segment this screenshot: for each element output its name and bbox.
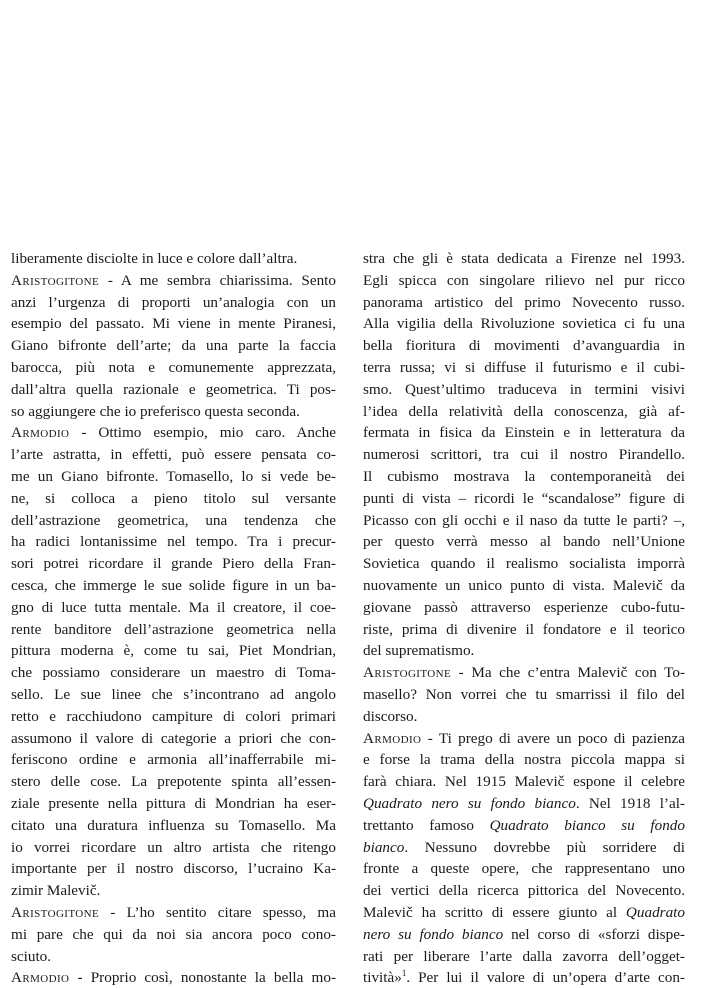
text-run: - Ma che c’entra Malevič con To- bbox=[451, 664, 685, 682]
text-line bbox=[11, 510, 336, 532]
text-run: Giano bifronte dell’arte; da una parte la faccia bbox=[11, 337, 336, 355]
text-line bbox=[11, 379, 336, 401]
text-run: riste, prima di divenire il fondatore e il teorico bbox=[363, 620, 685, 638]
text-run: - L’ho sentito citare spesso, ma bbox=[99, 903, 336, 921]
text-line bbox=[363, 531, 685, 553]
artwork-title: Quadrato bianco su fondo bbox=[489, 816, 685, 834]
text-line bbox=[11, 270, 336, 292]
text-run: - Proprio così, nonostante la bella mo- bbox=[69, 969, 336, 987]
text-run: che possiamo considerare un maestro di Toma- bbox=[11, 664, 336, 682]
text-line bbox=[11, 706, 336, 728]
text-line bbox=[11, 575, 336, 597]
text-run: - Ti prego di avere un poco di pazienza bbox=[421, 729, 685, 747]
text-run: dall’altra quella razionale e geometrica. Ti pos- bbox=[11, 380, 336, 398]
text-run: terra russa; vi si diffuse il futurismo e il cubi- bbox=[363, 358, 685, 376]
text-run: bella fioritura di movimenti d’avanguardia in bbox=[363, 337, 685, 355]
text-line bbox=[363, 401, 685, 423]
text-line bbox=[11, 640, 336, 662]
text-line bbox=[363, 640, 685, 662]
speaker-name: Aristogitone bbox=[363, 664, 452, 682]
text-run: sori potrei ricordare il grande Piero della Fran- bbox=[11, 555, 336, 573]
text-line bbox=[11, 248, 336, 270]
text-run: . Nessuno dovrebbe più sorridere di bbox=[404, 838, 685, 856]
text-line bbox=[363, 662, 685, 684]
text-line bbox=[11, 422, 336, 444]
text-run: ziale presente nella pittura di Mondrian ha eser- bbox=[11, 794, 336, 812]
right-text-column bbox=[363, 248, 685, 989]
text-line bbox=[363, 248, 685, 270]
artwork-title: nero su fondo bianco bbox=[363, 925, 504, 943]
footnote-marker: 1 bbox=[401, 968, 407, 979]
text-line bbox=[363, 837, 685, 859]
text-run: ne, si colloca a pieno titolo sul versante bbox=[11, 489, 336, 507]
text-run: . Per lui il valore di un’opera d’arte con- bbox=[406, 969, 685, 987]
text-line bbox=[363, 488, 685, 510]
text-line bbox=[11, 662, 336, 684]
text-line bbox=[11, 728, 336, 750]
text-line bbox=[363, 335, 685, 357]
text-run: ha radici lontanissime nel tempo. Tra i precur- bbox=[11, 533, 336, 551]
text-line bbox=[363, 793, 685, 815]
text-run: dell’astrazione geometrica, una tendenza che bbox=[11, 511, 336, 529]
text-run: . Nel 1918 l’al- bbox=[575, 794, 685, 812]
text-line bbox=[11, 335, 336, 357]
text-line bbox=[363, 292, 685, 314]
text-line bbox=[363, 619, 685, 641]
text-line bbox=[363, 466, 685, 488]
text-line bbox=[11, 553, 336, 575]
text-run: per questo verrà messo al bando nell’Unione bbox=[363, 533, 685, 551]
text-run: importante per il nostro discorso, l’ucraino Ka- bbox=[11, 860, 336, 878]
artwork-title: Quadrato bbox=[625, 903, 685, 921]
text-run: barocca, più nota e comunemente apprezzata, bbox=[11, 358, 336, 376]
text-line bbox=[11, 749, 336, 771]
text-line bbox=[363, 510, 685, 532]
text-line bbox=[11, 771, 336, 793]
text-line bbox=[363, 313, 685, 335]
text-line bbox=[363, 444, 685, 466]
text-line bbox=[363, 815, 685, 837]
text-run: anzi l’urgenza di proporti un’analogia con un bbox=[11, 293, 336, 311]
text-run: citato una duratura influenza su Tomasello. Ma bbox=[11, 816, 336, 834]
text-run: rati per liberare l’arte dalla zavorra dell’ogget- bbox=[363, 947, 685, 965]
text-line bbox=[11, 684, 336, 706]
text-line bbox=[363, 880, 685, 902]
text-run: Picasso con gli occhi e il naso da tutte le parti? –, bbox=[363, 511, 685, 529]
text-run: zimir Malevič. bbox=[11, 882, 101, 900]
text-line bbox=[11, 902, 336, 924]
text-run: del suprematismo. bbox=[363, 642, 475, 660]
text-run: discorso. bbox=[363, 707, 418, 725]
text-run: Alla vigilia della Rivoluzione sovietica ci fu una bbox=[363, 315, 685, 333]
text-line bbox=[11, 924, 336, 946]
text-run: dei vertici della ricerca pittorica del Novecento. bbox=[363, 882, 685, 900]
text-line bbox=[363, 706, 685, 728]
text-line bbox=[11, 967, 336, 989]
text-run: io vorrei ricordare un altro artista che ritengo bbox=[11, 838, 336, 856]
text-run: Il cubismo mostrava la contemporaneità dei bbox=[363, 467, 685, 485]
text-run: assumono il valore di categorie a priori che con- bbox=[11, 729, 336, 747]
text-run: sciuto. bbox=[11, 947, 52, 965]
text-line bbox=[363, 924, 685, 946]
text-run: tività» bbox=[363, 969, 402, 987]
text-line bbox=[363, 728, 685, 750]
text-line bbox=[363, 575, 685, 597]
text-line bbox=[11, 597, 336, 619]
text-run: so aggiungere che io preferisco questa seconda. bbox=[11, 402, 300, 420]
text-run: farà chiara. Nel 1915 Malevič espone il celebre bbox=[363, 773, 685, 791]
text-line bbox=[363, 422, 685, 444]
artwork-title: Quadrato nero su fondo bianco bbox=[363, 794, 576, 812]
text-run: feriscono ordine e armonia all’inafferrabile mi- bbox=[11, 751, 336, 769]
artwork-title: bianco bbox=[363, 838, 405, 856]
text-run: me un Giano bifronte. Tomasello, lo si vede be- bbox=[11, 467, 336, 485]
text-line bbox=[363, 858, 685, 880]
text-line bbox=[363, 379, 685, 401]
text-run: Sovietica quando il realismo socialista imporrà bbox=[363, 555, 685, 573]
text-run: panorama artistico del primo Novecento russo. bbox=[363, 293, 685, 311]
text-run: - Ottimo esempio, mio caro. Anche bbox=[69, 424, 336, 442]
text-run: stra che gli è stata dedicata a Firenze nel 1993. bbox=[363, 250, 685, 267]
text-run: fermata in fisica da Einstein e in letteratura da bbox=[363, 424, 685, 442]
text-run: punti di vista – ricordi le “scandalose” figure di bbox=[363, 489, 685, 507]
text-run: Malevič ha scritto di essere giunto al bbox=[363, 903, 626, 921]
text-run: l’idea della relatività della conoscenza, già af- bbox=[363, 402, 685, 420]
text-line bbox=[11, 793, 336, 815]
text-run: nel corso di «sforzi dispe- bbox=[503, 925, 685, 943]
text-line bbox=[363, 553, 685, 575]
text-line bbox=[363, 684, 685, 706]
text-run: pittura moderna è, come tu sai, Piet Mondrian, bbox=[11, 642, 336, 660]
text-run: e forse la trama della nostra piccola mappa si bbox=[363, 751, 685, 769]
text-line bbox=[11, 619, 336, 641]
text-run: rente banditore dell’astrazione geometrica nella bbox=[11, 620, 336, 638]
speaker-name: Armodio bbox=[11, 424, 70, 442]
text-run: mi pare che qui da noi sia ancora poco cono- bbox=[11, 925, 336, 943]
text-line bbox=[363, 946, 685, 968]
text-run: numerosi scrittori, tra cui il nostro Pirandello. bbox=[363, 446, 685, 464]
text-line bbox=[11, 837, 336, 859]
text-line bbox=[11, 357, 336, 379]
text-line bbox=[363, 357, 685, 379]
text-line bbox=[11, 313, 336, 335]
text-run: liberamente disciolte in luce e colore dall’altra. bbox=[11, 250, 298, 267]
text-run: giovane passò attraverso esperienze cubo-futu- bbox=[363, 598, 685, 616]
speaker-name: Armodio bbox=[363, 729, 422, 747]
text-run: fronte a queste opere, che rappresentano uno bbox=[363, 860, 685, 878]
text-run: Egli spicca con singolare rilievo nel pur ricco bbox=[363, 271, 685, 289]
text-line bbox=[363, 749, 685, 771]
text-line bbox=[11, 946, 336, 968]
text-line bbox=[11, 466, 336, 488]
text-line bbox=[363, 270, 685, 292]
text-run: masello? Non vorrei che tu smarrissi il filo del bbox=[363, 685, 685, 703]
text-run: smo. Quest’ultimo traduceva in termini visivi bbox=[363, 380, 685, 398]
text-run: nuovamente un unico punto di vista. Malevič da bbox=[363, 576, 685, 594]
text-run: sello. Le sue linee che s’incontrano ad angolo bbox=[11, 685, 336, 703]
text-run: cesca, che immerge le sue solide figure in un ba- bbox=[11, 576, 336, 594]
speaker-name: Armodio bbox=[11, 969, 70, 987]
text-line bbox=[11, 292, 336, 314]
text-run: esempio del passato. Mi viene in mente Piranesi, bbox=[11, 315, 336, 333]
text-line bbox=[11, 880, 336, 902]
left-text-column bbox=[11, 248, 336, 989]
text-line bbox=[363, 771, 685, 793]
text-line bbox=[11, 531, 336, 553]
text-run: gno di luce tutta mentale. Ma il creatore, il coe- bbox=[11, 598, 336, 616]
text-line bbox=[11, 858, 336, 880]
speaker-name: Aristogitone bbox=[11, 271, 100, 289]
text-run: retto e racchiudono campiture di colori primari bbox=[11, 707, 336, 725]
text-line bbox=[363, 967, 685, 989]
text-run: l’arte astratta, in effetti, può essere pensata co- bbox=[11, 446, 336, 464]
speaker-name: Aristogitone bbox=[11, 903, 100, 921]
text-line bbox=[11, 815, 336, 837]
text-line bbox=[363, 597, 685, 619]
text-line bbox=[11, 488, 336, 510]
text-line bbox=[11, 401, 336, 423]
text-run: - A me sembra chiarissima. Sento bbox=[99, 271, 336, 289]
text-run: stero delle cose. La prepotente spinta all’essen- bbox=[11, 773, 336, 791]
text-run: trettanto famoso bbox=[363, 816, 490, 834]
text-line bbox=[11, 444, 336, 466]
text-line bbox=[363, 902, 685, 924]
